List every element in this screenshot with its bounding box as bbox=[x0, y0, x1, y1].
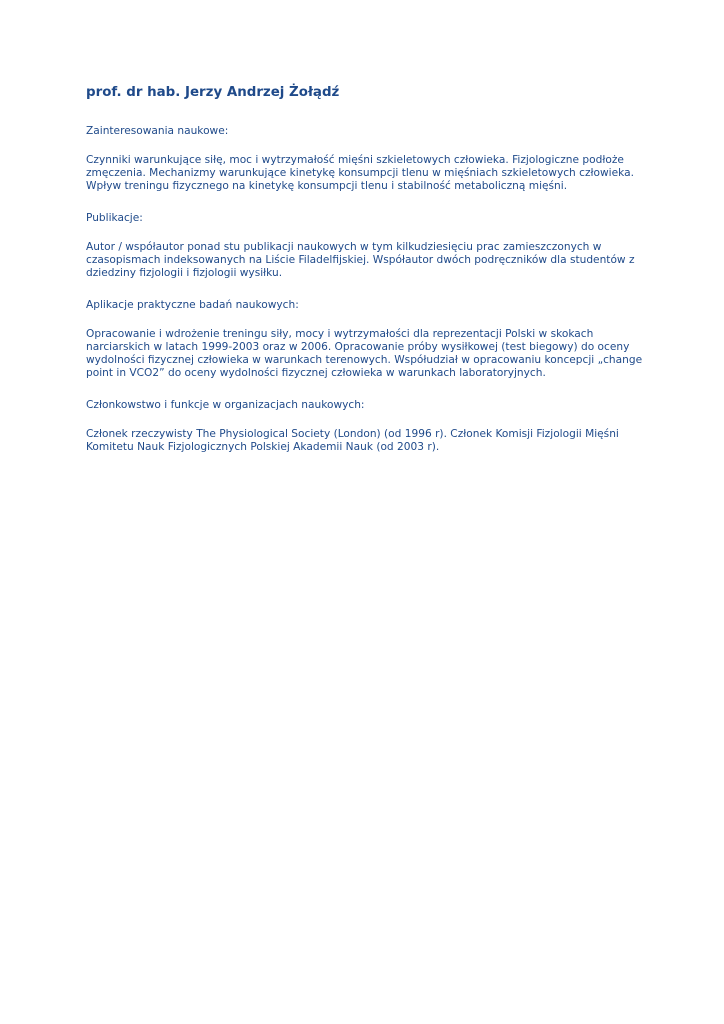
paragraph-line: Czynniki warunkujące siłę, moc i wytrzymałość mięśni szkieletowych człowieka. Fizjologiczne podłoże bbox=[86, 154, 624, 166]
section-paragraph bbox=[86, 154, 634, 193]
paragraph-line: Członek rzeczywisty The Physiological Society (London) (od 1996 r). Członek Komisji Fizjologii Mięśni bbox=[86, 428, 619, 440]
paragraph-line: czasopismach indeksowanych na Liście Filadelfijskiej. Współautor dwóch podręczników dla studentów z bbox=[86, 254, 635, 266]
section-paragraph bbox=[86, 428, 634, 454]
section-publications bbox=[86, 211, 634, 280]
section-heading: Zainteresowania naukowe: bbox=[86, 125, 229, 137]
section-research-interests bbox=[86, 124, 634, 193]
document-content bbox=[86, 84, 643, 472]
section-paragraph bbox=[86, 241, 634, 280]
section-practical-applications bbox=[86, 298, 643, 380]
paragraph-line: wydolności fizycznej człowieka w warunkach terenowych. Współudział w opracowaniu koncepcji „change bbox=[86, 354, 643, 366]
paragraph-line: dziedziny fizjologii i fizjologii wysiłku. bbox=[86, 267, 283, 279]
paragraph-line: Opracowanie i wdrożenie treningu siły, mocy i wytrzymałości dla reprezentacji Polski w skokach bbox=[86, 328, 594, 340]
paragraph-line: Autor / współautor ponad stu publikacji naukowych w tym kilkudziesięciu prac zamieszczonych w bbox=[86, 241, 602, 253]
section-heading: Członkowstwo i funkcje w organizacjach naukowych: bbox=[86, 399, 365, 411]
paragraph-line: point in VCO2” do oceny wydolności fizycznej człowieka w warunkach laboratoryjnych. bbox=[86, 367, 546, 379]
paragraph-line: Wpływ treningu fizycznego na kinetykę konsumpcji tlenu i stabilność metaboliczną mięśni. bbox=[86, 180, 568, 192]
section-memberships bbox=[86, 398, 634, 454]
paragraph-line: Komitetu Nauk Fizjologicznych Polskiej Akademii Nauk (od 2003 r). bbox=[86, 441, 440, 453]
section-heading: Aplikacje praktyczne badań naukowych: bbox=[86, 299, 299, 311]
paragraph-line: zmęczenia. Mechanizmy warunkujące kinetykę konsumpcji tlenu w mięśniach szkieletowych człowieka. bbox=[86, 167, 634, 179]
section-heading: Publikacje: bbox=[86, 212, 143, 224]
page-title: prof. dr hab. Jerzy Andrzej Żołądź bbox=[86, 85, 340, 100]
section-paragraph bbox=[86, 328, 643, 380]
paragraph-line: narciarskich w latach 1999-2003 oraz w 2006. Opracowanie próby wysiłkowej (test biegowy) do oceny bbox=[86, 341, 630, 353]
